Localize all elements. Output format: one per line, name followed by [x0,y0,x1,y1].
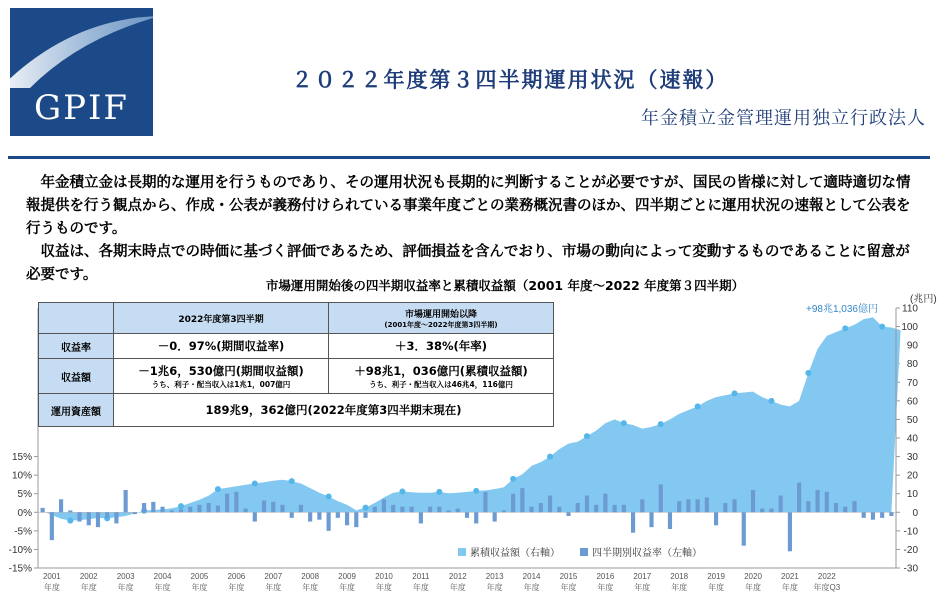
quarterly-return-bar [825,492,829,512]
x-axis-year-label: 2013 [485,572,504,581]
x-axis-year-label: 2011 [412,572,430,581]
right-axis-label: -10 [903,526,918,538]
quarterly-return-bar [244,509,248,513]
cumulative-marker [768,398,774,404]
quarterly-return-bar [105,512,109,518]
quarterly-return-bar [539,503,543,512]
x-axis-year-suffix: 年度 [634,583,651,592]
x-axis-year-suffix: 年度 [412,583,429,592]
quarterly-return-bar [483,492,487,512]
quarterly-return-bar [68,510,72,512]
quarterly-return-bar [779,496,783,513]
right-axis-label: 40 [906,433,918,445]
summary-col-cumulative-label: 市場運用開始以降 [404,309,477,320]
cumulative-marker [399,488,405,494]
quarterly-return-bar [170,510,174,512]
return-quarter: －0．97%(期間収益率) [114,334,329,359]
cumulative-marker [805,370,811,376]
quarterly-return-bar [179,509,183,512]
quarterly-return-bar [474,512,478,523]
left-axis-label: 0% [17,507,32,519]
quarterly-return-bar [207,503,211,512]
cumulative-marker [842,325,848,331]
cumulative-marker [547,454,553,460]
summary-col-quarter-label: 2022年度第3四半期 [178,314,264,325]
quarterly-return-bar [871,512,875,519]
intro-text [26,172,916,287]
right-axis-label: 80 [906,359,918,371]
summary-corner [39,303,114,334]
x-axis-year-label: 2019 [707,572,725,581]
cumulative-marker [436,489,442,495]
quarterly-return-bar [520,488,524,512]
quarterly-return-bar [576,503,580,512]
left-axis-label: -5% [14,526,32,538]
page-title: ２０２２年度第３四半期運用状況（速報） [291,68,729,92]
header-divider [8,156,930,159]
right-axis-label: 50 [906,414,918,426]
quarterly-return-bar [852,501,856,512]
cumulative-marker [473,488,479,494]
quarterly-return-bar [299,505,303,512]
x-axis-year-suffix: 年度 [523,583,540,592]
x-axis-year-label: 2015 [559,572,578,581]
quarterly-return-bar [502,510,506,512]
quarterly-return-bar [317,512,321,519]
quarterly-return-bar [816,490,820,512]
left-axis-label: 15% [11,452,32,464]
x-axis-year-label: 2008 [301,572,320,581]
quarterly-return-bar [631,512,635,532]
quarterly-return-bar [659,484,663,512]
cumulative-marker [363,505,369,511]
x-axis-year-suffix: 年度Q3 [813,583,841,592]
summary-col-cumulative [329,303,554,334]
quarterly-return-bar [714,512,718,525]
x-axis-year-suffix: 年度 [339,583,356,592]
quarterly-return-bar [197,505,201,512]
right-axis-unit: (兆円) [910,294,937,305]
x-axis-year-suffix: 年度 [80,583,97,592]
x-axis-year-label: 2001 [42,572,61,581]
income-quarter-detail: うち、利子・配当収入は1兆1，007億円 [151,379,291,389]
summary-table [38,302,554,427]
gpif-logo [10,8,153,136]
quarterly-return-bar [723,503,727,512]
quarterly-return-bar [862,512,866,518]
quarterly-return-bar [345,512,349,525]
quarterly-return-bar [271,502,275,512]
x-axis-year-label: 2006 [227,572,246,581]
x-axis-year-suffix: 年度 [302,583,319,592]
x-axis-year-suffix: 年度 [597,583,614,592]
quarterly-return-bar [889,512,893,516]
legend-bar-label: 四半期別収益率（左軸） [592,548,702,559]
quarterly-return-bar [160,507,164,513]
quarterly-return-bar [613,505,617,512]
right-axis-label: 60 [906,396,918,408]
cumulative-marker [732,390,738,396]
quarterly-return-bar [253,512,257,521]
quarterly-return-bar [142,503,146,512]
quarterly-return-bar [188,507,192,513]
right-axis-label: 100 [901,322,918,334]
quarterly-return-bar [363,512,367,518]
quarterly-return-bar [585,496,589,513]
x-axis-year-suffix: 年度 [781,583,798,592]
right-axis-label: 110 [902,303,918,315]
x-axis-year-suffix: 年度 [43,583,60,592]
cumulative-marker [879,324,885,330]
quarterly-return-bar [96,512,100,527]
x-axis-year-label: 2009 [338,572,356,581]
quarterly-return-bar [622,505,626,512]
quarterly-return-bar [446,510,450,512]
income-cumulative: ＋98兆1，036億円(累積収益額) [354,363,528,378]
x-axis-year-suffix: 年度 [117,583,134,592]
quarterly-return-bar [788,512,792,551]
quarterly-return-bar [732,499,736,512]
quarterly-return-bar [133,512,137,514]
x-axis-year-suffix: 年度 [671,583,688,592]
quarterly-return-bar [566,512,570,516]
right-axis-label: 30 [906,452,918,464]
x-axis-year-label: 2022 [817,572,836,581]
x-axis-year-suffix: 年度 [560,583,577,592]
x-axis-year-label: 2016 [596,572,615,581]
quarterly-return-bar [880,512,884,518]
x-axis-year-label: 2018 [670,572,689,581]
cumulative-marker [621,420,627,426]
x-axis-year-label: 2005 [190,572,209,581]
left-axis-label: 5% [17,489,32,501]
quarterly-return-bar [465,512,469,518]
legend-area-swatch [458,548,466,556]
quarterly-return-bar [410,507,414,513]
income-quarter: －1兆6，530億円(期間収益額) [138,363,304,378]
cumulative-annotation: +98兆1,036億円 [806,304,878,315]
row-label-return: 収益率 [39,334,114,359]
quarterly-return-bar [290,512,294,518]
x-axis-year-label: 2010 [375,572,393,581]
summary-col-quarter [114,303,329,334]
chart-title: 市場運用開始後の四半期収益率と累積収益額（2001 年度～2022 年度第３四半期） [265,278,745,293]
quarterly-return-bar [557,507,561,513]
quarterly-return-bar [437,507,441,513]
x-axis-year-suffix: 年度 [745,583,761,592]
quarterly-return-bar [280,505,284,512]
quarterly-return-bar [327,512,331,531]
quarterly-return-bar [649,512,653,527]
x-axis-year-label: 2020 [744,572,762,581]
quarterly-return-bar [751,490,755,512]
quarterly-return-bar [806,501,810,512]
quarterly-return-bar [548,496,552,513]
x-axis-year-suffix: 年度 [449,583,466,592]
x-axis-year-label: 2003 [116,572,135,581]
x-axis-year-label: 2012 [448,572,467,581]
right-axis-label: 0 [912,507,918,519]
quarterly-return-bar [77,512,81,521]
cumulative-marker [252,481,258,487]
legend-bar-swatch [580,548,588,556]
quarterly-return-bar [705,497,709,512]
legend-area-label: 累積収益額（右軸） [470,548,560,559]
quarterly-return-bar [373,507,377,513]
quarterly-return-bar [391,505,395,512]
quarterly-return-bar [50,512,54,540]
quarterly-return-bar [114,512,118,523]
quarterly-return-bar [640,499,644,512]
return-cumulative: ＋3．38%(年率) [329,334,554,359]
row-label-assets: 運用資産額 [39,394,114,427]
x-axis-year-suffix: 年度 [375,583,392,592]
intro-paragraph-1: 年金積立金は長期的な運用を行うものであり、その運用状況も長期的に判断することが必要ですが、国民の皆様に対して適時適切な情報提供を行う観点から、作成・公表が義務付けられている事業年度ごとの業務概況書のほか、四半期ごとに運用状況の速報として公表を行うものです。 [26,175,911,237]
right-axis-label: -30 [903,563,918,575]
quarterly-return-bar [456,509,460,513]
quarterly-return-bar [400,507,404,513]
quarterly-return-bar [511,494,515,513]
quarterly-return-bar [262,500,266,512]
cumulative-marker [178,503,184,509]
x-axis-year-label: 2014 [522,572,541,581]
x-axis-year-suffix: 年度 [191,583,208,592]
quarterly-return-bar [151,502,155,512]
quarterly-return-bar [797,483,801,513]
right-axis-label: 90 [906,340,918,352]
x-axis-year-label: 2002 [79,572,98,581]
quarterly-return-bar [594,505,598,512]
cumulative-marker [584,433,590,439]
quarterly-return-bar [308,512,312,521]
x-axis-year-label: 2004 [153,572,172,581]
quarterly-return-bar [336,512,340,518]
x-axis-year-label: 2017 [633,572,652,581]
quarterly-return-bar [769,509,773,513]
income-quarter-cell [114,359,329,394]
summary-col-cumulative-period: (2001年度～2022年度第3四半期) [384,320,498,329]
quarterly-return-bar [428,507,432,513]
x-axis-year-suffix: 年度 [228,583,245,592]
x-axis-year-label: 2021 [781,572,799,581]
cumulative-marker [67,518,73,524]
cumulative-marker [510,476,516,482]
intro-paragraph-2: 収益は、各期末時点での時価に基づく評価であるため、評価損益を含んでおり、市場の動向によって変動するものであることに留意が必要です。 [26,244,910,283]
quarterly-return-bar [382,499,386,512]
cumulative-marker [658,421,664,427]
quarterly-return-bar [225,494,229,513]
quarterly-return-bar [419,512,423,523]
cumulative-marker [289,478,295,484]
quarterly-return-bar [696,499,700,512]
quarterly-return-bar [41,508,45,512]
logo-text: GPIF [33,88,130,128]
quarterly-return-bar [603,494,607,513]
quarterly-return-bar [493,512,497,521]
quarterly-return-bar [834,503,838,512]
income-cumulative-detail: うち、利子・配当収入は46兆4，116億円 [369,379,513,389]
organization-name: 年金積立金管理運用独立行政法人 [641,108,926,129]
quarterly-return-bar [668,512,672,529]
cumulative-marker [215,486,221,492]
right-axis-label: -20 [903,544,918,556]
left-axis-label: 10% [11,470,32,482]
right-axis-label: 10 [906,489,918,501]
left-axis-label: -15% [8,563,32,575]
quarterly-return-bar [354,512,358,527]
quarterly-return-bar [742,512,746,545]
quarterly-return-bar [234,492,238,512]
right-axis-label: 70 [906,377,918,389]
right-axis-label: 20 [906,470,918,482]
assets-value: 189兆9，362億円(2022年度第3四半期末現在) [114,394,554,427]
quarterly-return-bar [216,506,220,513]
quarterly-return-bar [87,512,91,525]
quarterly-return-bar [686,499,690,512]
quarterly-return-bar [530,507,534,513]
cumulative-marker [326,494,332,500]
income-cumulative-cell [329,359,554,394]
x-axis-year-suffix: 年度 [708,583,725,592]
cumulative-marker [695,403,701,409]
left-axis-label: -10% [8,544,32,556]
quarterly-return-bar [677,501,681,512]
x-axis-year-label: 2007 [264,572,283,581]
x-axis-year-suffix: 年度 [265,583,282,592]
quarterly-return-bar [760,509,764,513]
x-axis-year-suffix: 年度 [486,583,503,592]
row-label-income: 収益額 [39,359,114,394]
x-axis-year-suffix: 年度 [154,583,171,592]
quarterly-return-bar [124,490,128,512]
quarterly-return-bar [843,507,847,513]
quarterly-return-bar [59,499,63,512]
